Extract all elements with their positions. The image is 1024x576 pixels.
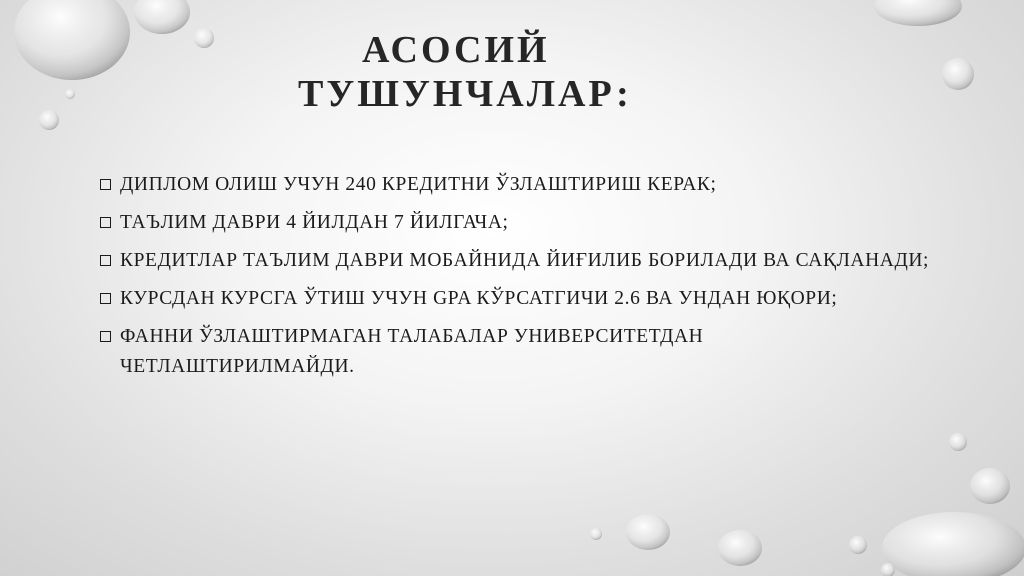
bullet-text: ДИПЛОМ ОЛИШ УЧУН 240 КРЕДИТНИ ЎЗЛАШТИРИШ КЕРАК; <box>120 174 717 195</box>
drop <box>849 536 867 554</box>
bullet-text: КРЕДИТЛАР ТАЪЛИМ ДАВРИ МОБАЙНИДА ЙИҒИЛИБ БОРИЛАДИ ВА САҚЛАНАДИ; <box>120 250 930 271</box>
drop <box>970 468 1010 504</box>
square-outline-icon <box>100 255 111 266</box>
bullet-item <box>100 322 930 382</box>
slide-title-line-2: ТУШУНЧАЛАР: <box>298 73 632 115</box>
square-outline-icon <box>100 179 111 190</box>
bullet-text: КУРСДАН КУРСГА ЎТИШ УЧУН GPA КЎРСАТГИЧИ 2.6 ВА УНДАН ЮҚОРИ; <box>120 288 838 309</box>
square-outline-icon <box>100 217 111 228</box>
drop <box>14 0 130 80</box>
bullet-item <box>100 208 930 238</box>
drop <box>942 58 974 90</box>
bullet-item <box>100 170 930 200</box>
bullet-text: ТАЪЛИМ ДАВРИ 4 ЙИЛДАН 7 ЙИЛГАЧА; <box>120 212 509 233</box>
drop <box>882 512 1024 576</box>
drop <box>65 89 75 99</box>
bullet-text: ФАННИ ЎЗЛАШТИРМАГАН ТАЛАБАЛАР УНИВЕРСИТЕТДАН ЧЕТЛАШТИРИЛМАЙДИ. <box>120 326 704 377</box>
drop <box>194 28 214 48</box>
bullet-item <box>100 246 930 276</box>
slide-title-line-1: АСОСИЙ <box>362 29 550 71</box>
drop <box>134 0 190 34</box>
square-outline-icon <box>100 331 111 342</box>
square-outline-icon <box>100 293 111 304</box>
bullet-list <box>100 170 930 390</box>
drop <box>949 433 967 451</box>
bullet-item <box>100 284 930 314</box>
drop <box>874 0 962 26</box>
slide-title <box>298 28 718 116</box>
drop <box>590 528 602 540</box>
drop <box>718 530 762 566</box>
drop <box>626 514 670 550</box>
drop <box>39 110 59 130</box>
